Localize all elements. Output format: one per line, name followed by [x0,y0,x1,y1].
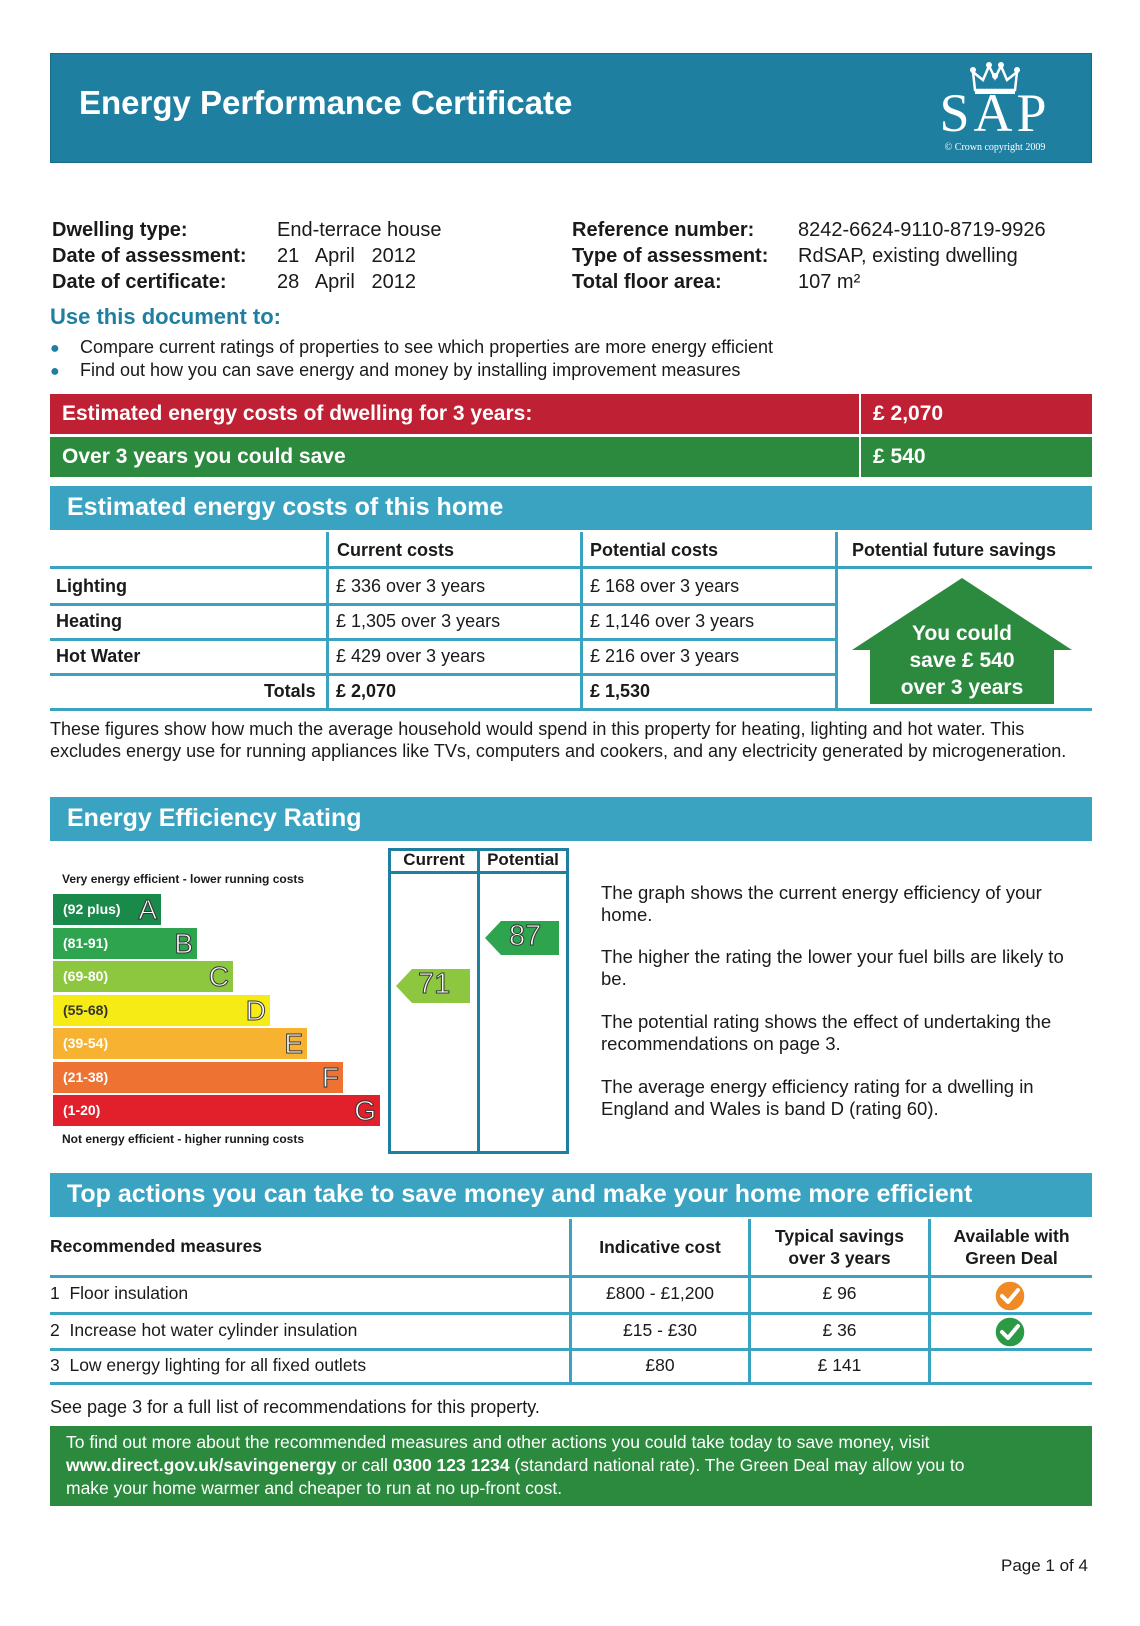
table-rule [50,1348,1092,1351]
rating-band-c [53,961,233,992]
certificate-date-value: 28 April 2012 [277,271,416,293]
assessment-type-value: RdSAP, existing dwelling [798,245,1018,267]
table-divider [835,532,838,710]
header-future-savings: Potential future savings [852,540,1057,560]
heating-potential-cost: £ 1,146 over 3 years [590,611,755,631]
rating-chart-bottom-rule [388,1151,568,1154]
header-potential-costs: Potential costs [590,540,719,560]
rating-band-range: (81-91) [63,934,109,951]
row-label-heating: Heating [56,611,123,631]
rating-section-title: Energy Efficiency Rating [50,797,1092,841]
rating-potential-header: Potential [487,850,559,869]
logo-copyright: © Crown copyright 2009 [944,142,1046,153]
assessment-date-label: Date of assessment: [52,245,247,267]
estimated-cost-label: Estimated energy costs of dwelling for 3 years: [50,394,859,434]
rating-top-caption: Very energy efficient - lower running costs [62,872,305,886]
reference-value: 8242-6624-9110-8719-9926 [798,219,1046,241]
table-rule [50,603,838,606]
rating-band-letter: F [321,1061,339,1093]
see-page-note: See page 3 for a full list of recommendations for this property. [50,1397,540,1417]
rating-band-range: (21-38) [63,1068,109,1085]
certificate-header [50,53,1092,163]
current-rating-value: 71 [418,968,451,1000]
certificate-date-label: Date of certificate: [52,271,227,293]
use-bullet: ● Find out how you can save energy and money by installing improvement measures [50,360,741,380]
rating-band-letter: E [284,1028,303,1059]
savings-house-text: You could save £ 540 over 3 years [900,622,1024,699]
table-rule [50,1275,1092,1278]
rating-paragraph: The average energy efficiency rating for a dwelling in England and Wales is band D (rating 60). [601,1076,1034,1119]
rating-chart-header-rule [388,871,568,874]
header-recommended-measures: Recommended measures [50,1236,263,1256]
rating-band-range: (39-54) [63,1035,109,1051]
measure-3-cost: £80 [645,1355,675,1375]
savingenergy-link[interactable]: www.direct.gov.uk/savingenergy [66,1455,337,1475]
rating-band-f [53,1062,343,1093]
lighting-current-cost: £ 336 over 3 years [336,576,486,596]
reference-label: Reference number: [572,219,755,241]
rating-band-range: (69-80) [63,968,109,984]
rating-chart-border [477,848,480,1154]
rating-band-range: (55-68) [63,1001,109,1018]
floor-area-value: 107 m² [798,271,861,293]
measure-2-cost: £15 - £30 [623,1320,697,1340]
measure-row-1: 1 Floor insulation [50,1283,189,1303]
rating-band-a [53,894,161,925]
rating-paragraph: The higher the rating the lower your fuel bills are likely to be. [601,946,1064,989]
totals-label: Totals [264,681,316,701]
table-rule [50,566,1092,569]
rating-band-e [53,1028,307,1059]
could-save-label: Over 3 years you could save [50,437,859,477]
header-typical-savings: Typical savings over 3 years [774,1226,905,1268]
rating-band-g [53,1095,380,1126]
floor-area-label: Total floor area: [572,271,722,293]
rating-band-range: (1-20) [63,1102,101,1118]
measure-1-saving: £ 96 [822,1283,857,1303]
row-label-hot-water: Hot Water [56,646,141,666]
row-label-lighting: Lighting [56,576,127,596]
hot-water-current-cost: £ 429 over 3 years [336,646,486,666]
measure-row-3: 3 Low energy lighting for all fixed outlets [50,1355,367,1375]
dwelling-type-label: Dwelling type: [52,219,188,241]
current-rating-arrow [396,969,470,1003]
estimated-cost-banner [50,394,1092,434]
rating-band-letter: D [245,994,266,1026]
could-save-value: £ 540 [861,437,1092,477]
totals-current: £ 2,070 [336,681,397,701]
actions-section-title: Top actions you can take to save money and make your home more efficient [50,1173,1092,1217]
dwelling-type-value: End-terrace house [277,219,442,241]
table-rule [50,1382,1092,1385]
hot-water-potential-cost: £ 216 over 3 years [590,646,740,666]
rating-current-header: Current [403,850,465,869]
rating-band-b [53,928,197,959]
measure-1-cost: £800 - £1,200 [605,1283,714,1303]
rating-band-letter: A [138,894,157,925]
rating-paragraph: The graph shows the current energy efficiency of your home. [601,882,1042,925]
header-indicative-cost: Indicative cost [599,1237,721,1257]
totals-potential: £ 1,530 [590,681,651,701]
assessment-type-label: Type of assessment: [572,245,769,267]
table-rule [50,708,1092,711]
table-rule [50,1312,1092,1315]
rating-chart-border [388,848,391,1154]
orange-tick-icon [994,1280,1026,1312]
measure-3-saving: £ 141 [817,1355,862,1375]
could-save-banner [50,437,1092,477]
table-divider [326,532,329,710]
savings-house-arrow [852,578,1072,704]
use-bullet: ● Compare current ratings of properties to see which properties are more energy efficient [50,337,774,357]
measure-2-saving: £ 36 [822,1320,857,1340]
bullet-icon: ● [50,363,60,380]
header-green-deal: Available with Green Deal [953,1226,1070,1268]
sap-letters: SAP [939,83,1051,143]
assessment-date-value: 21 April 2012 [277,245,416,267]
green-tick-icon [994,1316,1026,1348]
heating-current-cost: £ 1,305 over 3 years [336,611,501,631]
rating-chart-border [566,848,569,1154]
use-document-title: Use this document to: [50,304,282,329]
rating-band-range: (92 plus) [63,901,121,917]
table-rule [50,638,838,641]
rating-band-letter: B [174,927,193,959]
header-current-costs: Current costs [337,540,455,560]
table-divider [580,532,583,710]
phone-number: 0300 123 1234 [392,1455,510,1475]
measure-row-2: 2 Increase hot water cylinder insulation [50,1320,358,1340]
potential-rating-arrow [485,921,559,955]
potential-rating-value: 87 [509,920,542,952]
costs-note: These figures show how much the average household would spend in this property for heating, lighting and hot water. This excludes energy use for running appliances like TVs, computers and cookers, and any electricity generated by microgeneration. [50,719,1067,761]
table-rule [50,673,838,676]
estimated-cost-value: £ 2,070 [861,394,1092,434]
bullet-icon: ● [50,340,60,357]
rating-paragraph: The potential rating shows the effect of undertaking the recommendations on page 3. [601,1011,1052,1054]
rating-band-d [53,995,270,1026]
costs-section-title: Estimated energy costs of this home [50,486,1092,530]
rating-band-letter: G [354,1095,376,1126]
more-info-box: To find out more about the recommended measures and other actions you could take today to save money, visit www.direct.gov.uk/savingenergy or call 0300 123 1234 (standard national rate). The Green Deal may allow you to make your home warmer and cheaper to run at no up-front cost. [50,1426,1092,1506]
page-title: Energy Performance Certificate [79,84,573,121]
rating-band-letter: C [208,961,229,992]
page-number: Page 1 of 4 [1001,1556,1088,1575]
lighting-potential-cost: £ 168 over 3 years [590,576,740,596]
sap-logo [925,60,1065,156]
rating-bottom-caption: Not energy efficient - higher running costs [62,1132,305,1146]
